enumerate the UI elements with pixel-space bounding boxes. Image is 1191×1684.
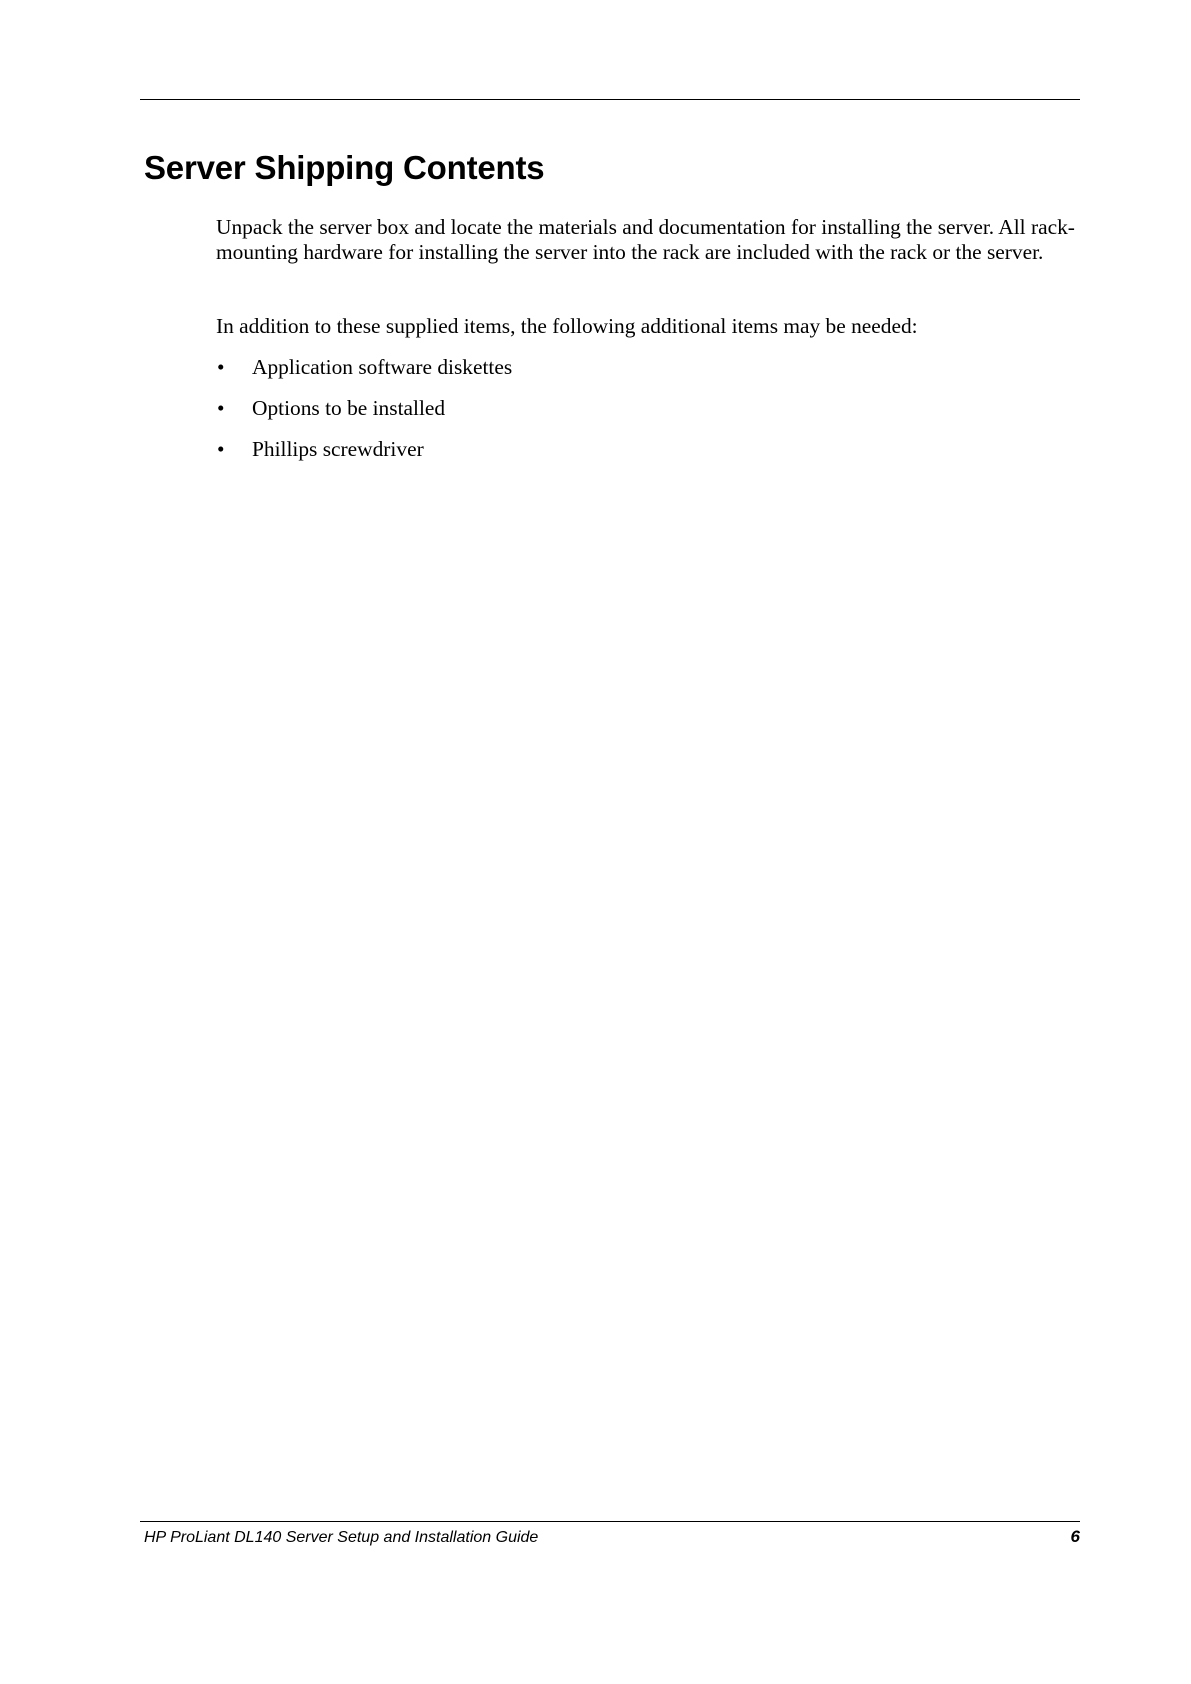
- section-title: Server Shipping Contents: [144, 149, 545, 186]
- list-item: [216, 396, 512, 421]
- footer-document-title: HP ProLiant DL140 Server Setup and Installation Guide: [144, 1529, 539, 1546]
- bullet-icon: •: [217, 355, 225, 379]
- page-number: 6: [1070, 1527, 1080, 1546]
- list-item-text: Application software diskettes: [252, 355, 513, 379]
- additional-items-list: [216, 355, 512, 478]
- list-item: [216, 437, 512, 462]
- bullet-icon: •: [217, 396, 225, 420]
- intro-paragraph: Unpack the server box and locate the materials and documentation for installing the server. All rack-mounting hardware for installing the server into the rack are included with the rack or the server.: [216, 215, 1075, 264]
- list-item-text: Phillips screwdriver: [252, 437, 424, 461]
- bullet-icon: •: [217, 437, 225, 461]
- list-item-text: Options to be installed: [252, 396, 446, 420]
- footer-rule: [140, 1521, 1080, 1522]
- additional-items-paragraph: In addition to these supplied items, the following additional items may be needed:: [216, 314, 918, 338]
- header-rule: [140, 99, 1080, 100]
- list-item: [216, 355, 512, 380]
